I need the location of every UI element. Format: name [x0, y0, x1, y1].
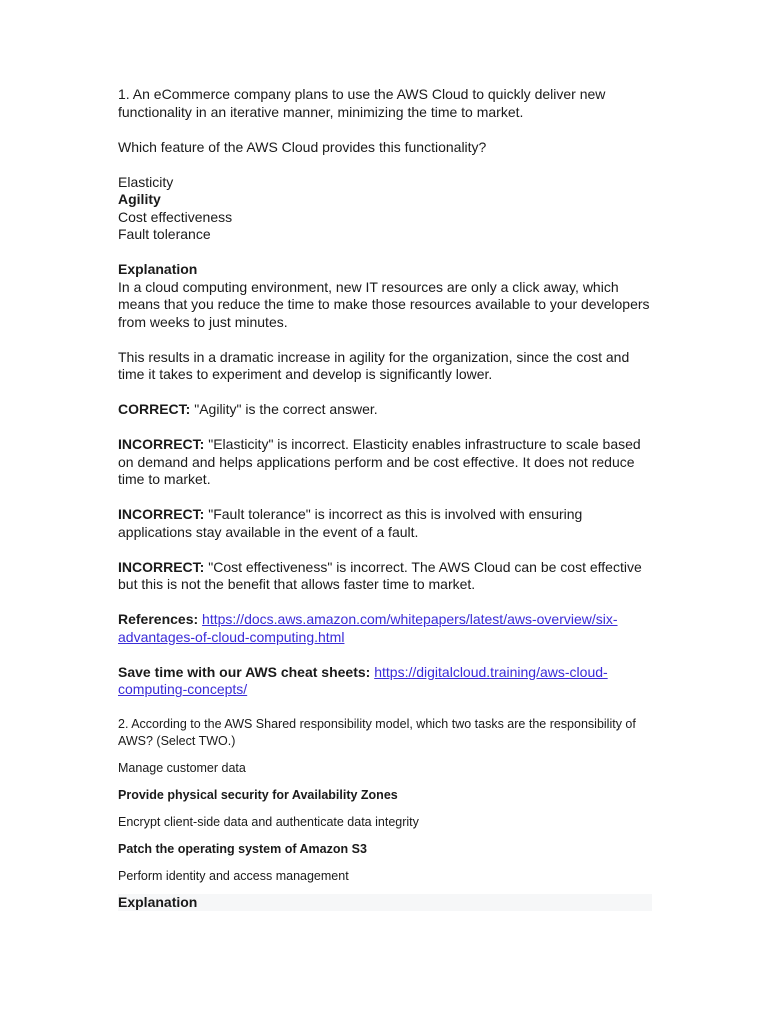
option-fault-tolerance: Fault tolerance — [118, 226, 211, 242]
explanation-paragraph-2: This results in a dramatic increase in agility for the organization, since the cost and time it takes to experiment and develop is significantly lower. — [118, 348, 630, 382]
references-link[interactable]: https://docs.aws.amazon.com/whitepapers/latest/aws-overview/six-advantages-of-cloud-computing.html — [118, 611, 618, 645]
option-manage-customer-data: Manage customer data — [118, 761, 246, 775]
incorrect-label: INCORRECT: — [118, 506, 205, 522]
cheat-sheets-link[interactable]: https://digitalcloud.training/aws-cloud-computing-concepts/ — [118, 663, 608, 697]
explanation-heading: Explanation — [118, 261, 198, 277]
incorrect-text: "Cost effectiveness" is incorrect. The AWS Cloud can be cost effective but this is not the benefit that allows faster time to market. — [118, 558, 642, 592]
question-2-text: 2. According to the AWS Shared responsibility model, which two tasks are the responsibility of AWS? (Select TWO.) — [118, 717, 636, 748]
correct-text: "Agility" is the correct answer. — [190, 401, 378, 417]
cheat-sheets — [118, 664, 652, 699]
question-1-options — [118, 174, 652, 244]
cheat-sheets-label: Save time with our AWS cheat sheets: — [118, 663, 371, 680]
incorrect-statement-cost — [118, 559, 652, 594]
option-elasticity: Elasticity — [118, 173, 174, 190]
incorrect-statement-elasticity — [118, 436, 652, 489]
option-physical-security-correct: Provide physical security for Availability Zones — [118, 788, 398, 802]
option-patch-os-s3-correct: Patch the operating system of Amazon S3 — [118, 842, 367, 856]
correct-statement — [118, 401, 652, 419]
incorrect-statement-fault-tolerance — [118, 506, 652, 541]
incorrect-label: INCORRECT: — [118, 558, 205, 575]
incorrect-text: "Elasticity" is incorrect. Elasticity enables infrastructure to scale based on demand and helps applications perform and be cost effective. It does not reduce time to market. — [118, 436, 641, 487]
incorrect-label: INCORRECT: — [118, 436, 205, 452]
references — [118, 611, 652, 646]
incorrect-text: "Fault tolerance" is incorrect as this is involved with ensuring applications stay available in the event of a fault. — [118, 506, 583, 540]
option-encrypt-client-side: Encrypt client-side data and authenticate data integrity — [118, 815, 419, 829]
references-label: References: — [118, 611, 199, 627]
question-1-prompt: Which feature of the AWS Cloud provides this functionality? — [118, 138, 487, 155]
option-identity-access-management: Perform identity and access management — [118, 869, 349, 883]
question-2-explanation-heading: Explanation — [118, 894, 652, 911]
explanation-paragraph-1: In a cloud computing environment, new IT resources are only a click away, which means that you reduce the time to make those resources available to your developers from weeks to just minutes. — [118, 278, 650, 330]
question-1-text: 1. An eCommerce company plans to use the AWS Cloud to quickly deliver new functionality in an iterative manner, minimizing the time to market. — [118, 86, 606, 120]
document-page — [118, 86, 652, 911]
option-cost-effectiveness: Cost effectiveness — [118, 208, 233, 225]
option-agility-correct: Agility — [118, 191, 161, 207]
correct-label: CORRECT: — [118, 401, 191, 417]
